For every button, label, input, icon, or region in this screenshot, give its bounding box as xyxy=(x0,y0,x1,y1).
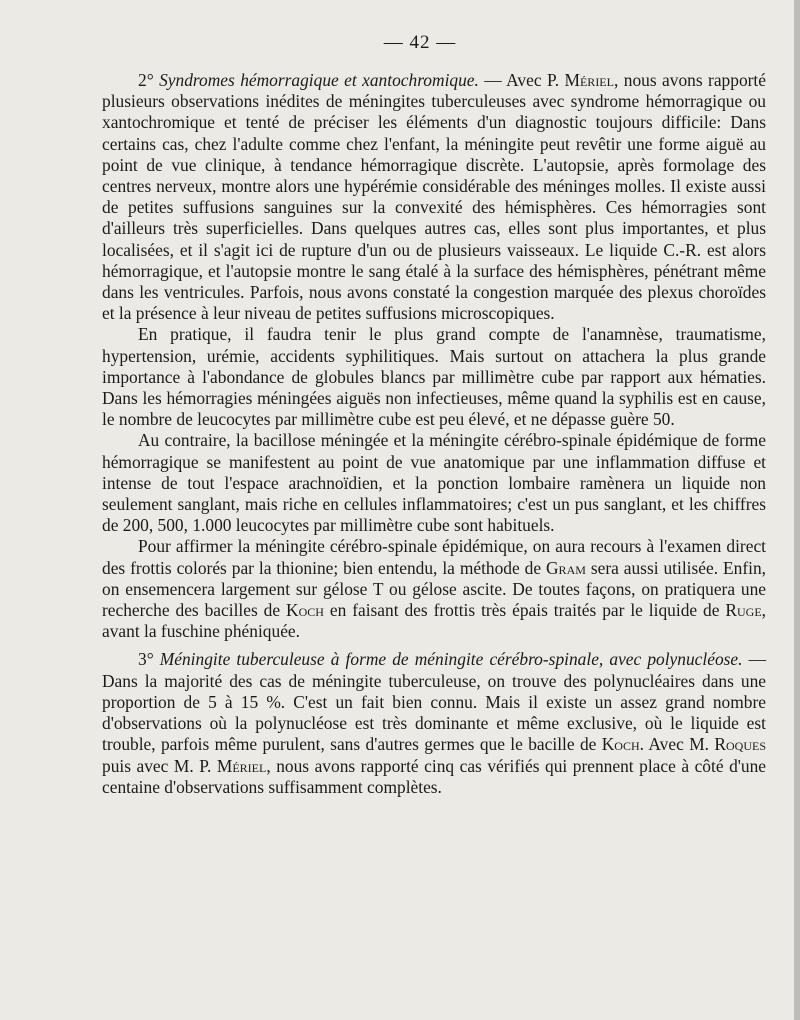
text-run: Pour affirmer la méningite cérébro-spinale épidémique, on aura recours à l'examen direct des frottis colorés par la thionine; bien entendu, la méthode de xyxy=(102,536,766,578)
proper-name: Koch xyxy=(601,734,640,755)
section-2-paragraph-4 xyxy=(102,536,766,642)
text-run: . Avec M. xyxy=(639,734,715,755)
proper-name: Ruge xyxy=(725,600,762,621)
section-2-title: Syndromes hémorragique et xantochromique. xyxy=(159,70,479,90)
author-name: Roques xyxy=(714,734,766,755)
section-3-paragraph xyxy=(102,649,766,797)
section-2-paragraph-1 xyxy=(102,70,766,324)
section-3-title: Méningite tuberculeuse à forme de méningite cérébro-spinale, avec polynucléose. xyxy=(159,649,743,670)
section-2-paragraph-2: En pratique, il faudra tenir le plus grand compte de l'anamnèse, traumatisme, hypertension, urémie, accidents syphilitiques. Mais surtout on attachera la plus grande importance à l'abondance de globules blancs par millimètre cube par rapport aux hématies. Dans les hémorragies méningées aiguës non infectieuses, même quand la syphilis est en cause, le nombre de leucocytes par millimètre cube est peu élevé, et ne dépasse guère 50. xyxy=(102,324,766,430)
text-run: sera aussi utilisée. Enfin, on ensemencera largement sur gélose T ou gélose ascite. De toutes façons, on pratiquera une recherche des bacilles de xyxy=(102,557,766,621)
text-run: puis avec M. P. xyxy=(102,755,217,776)
text-run: — Avec P. xyxy=(478,70,565,90)
author-name: Mériel xyxy=(564,70,614,90)
text-run: , nous avons rapporté plusieurs observations inédites de méningites tuberculeuses avec syndrome hémorragique ou xantochromique et tenté de préciser les éléments d'un diagnostic toujours difficile: Dans certains cas, chez l'adulte comme chez l'enfant, la méningite peut revêtir une forme aiguë au point de vue clinique, à tendance hémorragique discrète. L'autopsie, après formolage des centres nerveux, montre alors une hypérémie considérable des méninges molles. Il existe aussi de petites suffusions sanguines sur la convexité des hémisphères. Ces hémorragies sont d'ailleurs très superficielles. Dans quelques autres cas, elles sont plus importantes, et plus localisées, et il s'agit ici de rupture d'un ou de plusieurs vaisseaux. Le liquide C.-R. est alors hémorragique, et l'autopsie montre le sang étalé à la surface des hémisphères, pénétrant même dans les ventricules. Parfois, nous avons constaté la congestion marquée des plexus choroïdes et la présence à leur niveau de petites suffusions microscopiques. xyxy=(102,70,766,324)
author-name: Mériel xyxy=(216,755,267,776)
text-run: en faisant des frottis très épais traités par le liquide de xyxy=(323,600,726,621)
text-run: , nous avons rapporté cinq cas vérifiés qui prennent place à côté d'une centaine d'observations suffisamment complètes. xyxy=(102,755,767,797)
section-2-number: 2° xyxy=(138,70,154,90)
proper-name: Koch xyxy=(286,600,324,621)
section-2-paragraph-3: Au contraire, la bacillose méningée et la méningite cérébro-spinale épidémique de forme hémorragique se manifestent au point de vue anatomique par une inflammation diffuse et intense de tout l'espace arachnoïdien, et la ponction lombaire ramènera un liquide non seulement sanglant, mais riche en cellules inflammatoires; c'est un pus sanglant, et les chiffres de 200, 500, 1.000 leucocytes par millimètre cube sont habituels. xyxy=(102,430,766,536)
body-text xyxy=(102,70,766,798)
page-edge xyxy=(794,0,800,1020)
text-run: — Dans la majorité des cas de méningite tuberculeuse, on trouve des polynucléaires dans une proportion de 5 à 15 %. C'est un fait bien connu. Mais il existe un assez grand nombre d'observations où la polynucléose est très dominante et même exclusive, où le liquide est trouble, parfois même purulent, sans d'autres germes que le bacille de xyxy=(102,649,766,755)
section-3-number: 3° xyxy=(138,649,154,670)
proper-name: Gram xyxy=(546,557,586,578)
text-run: , avant la fuschine phéniquée. xyxy=(102,600,767,642)
page-number: — 42 — xyxy=(383,32,457,53)
